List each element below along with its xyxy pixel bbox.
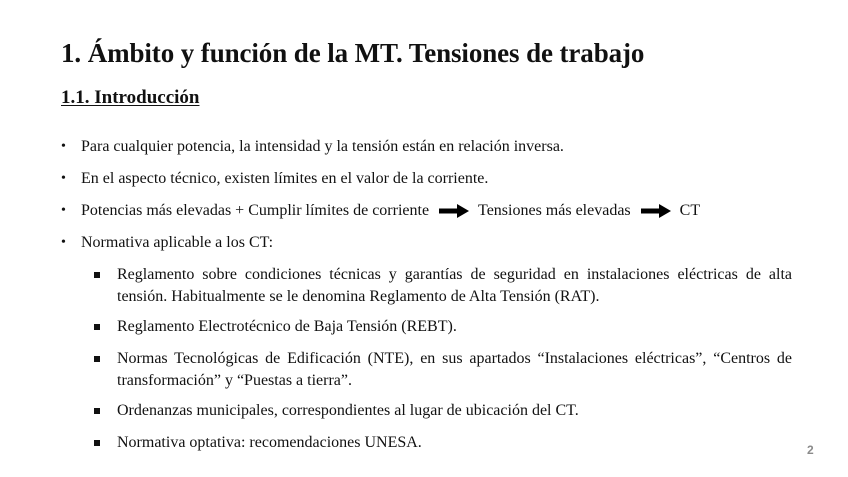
bullet-item	[61, 234, 273, 252]
bullet-item	[61, 138, 564, 156]
sub-bullet-text: Normas Tecnológicas de Edificación (NTE), en sus apartados “Instalaciones eléctricas”, “Centros de transformación” y “Puestas a tierra”.	[117, 350, 792, 389]
bullet-text: En el aspecto técnico, existen límites en el valor de la corriente.	[81, 170, 489, 187]
bullet-item-flow	[61, 202, 700, 220]
slide-subtitle: 1.1. Introducción	[61, 87, 200, 108]
square-bullet-icon	[94, 440, 100, 446]
bullet-dot-icon: •	[61, 203, 66, 218]
normativa-heading: Normativa aplicable a los CT:	[81, 234, 274, 251]
bullet-dot-icon: •	[61, 171, 66, 186]
page-number: 2	[807, 443, 814, 457]
square-bullet-icon	[94, 324, 100, 330]
sub-bullet-item	[94, 432, 792, 454]
right-arrow-icon	[641, 204, 671, 218]
square-bullet-icon	[94, 272, 100, 278]
sub-bullet-text: Normativa optativa: recomendaciones UNESA.	[117, 434, 422, 451]
sub-bullet-text: Reglamento Electrotécnico de Baja Tensión (REBT).	[117, 318, 457, 335]
bullet-item	[61, 170, 488, 188]
sub-bullet-text: Ordenanzas municipales, correspondientes al lugar de ubicación del CT.	[117, 402, 579, 419]
bullet-text: Para cualquier potencia, la intensidad y la tensión están en relación inversa.	[81, 138, 564, 155]
sub-bullet-item	[94, 348, 792, 392]
flow-part2: Tensiones más elevadas	[478, 202, 631, 219]
sub-bullet-item	[94, 316, 792, 338]
sub-bullet-item	[94, 400, 792, 422]
square-bullet-icon	[94, 356, 100, 362]
flow-part1: Potencias más elevadas + Cumplir límites de corriente	[81, 202, 430, 219]
sub-bullet-text: Reglamento sobre condiciones técnicas y garantías de seguridad en instalaciones eléctricas de alta tensión. Habitualmente se le denomina Reglamento de Alta Tensión (RAT).	[117, 266, 792, 305]
sub-bullet-item	[94, 264, 792, 308]
flow-part3: CT	[679, 202, 701, 219]
square-bullet-icon	[94, 408, 100, 414]
bullet-dot-icon: •	[61, 235, 66, 250]
slide-title: 1. Ámbito y función de la MT. Tensiones de trabajo	[61, 38, 645, 68]
right-arrow-icon	[439, 204, 469, 218]
bullet-dot-icon: •	[61, 139, 66, 154]
